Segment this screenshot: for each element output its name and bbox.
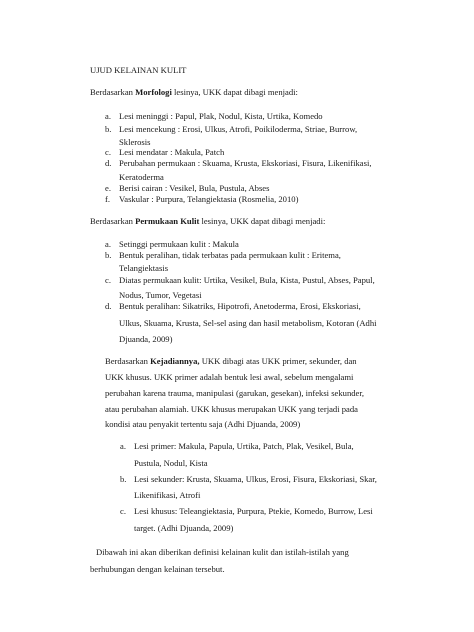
list-item-continuation: Nodus, Tumor, Vegetasi bbox=[119, 290, 202, 300]
list-item: Bentuk peralihan: Sikatriks, Hipotrofi, Anetoderma, Erosi, Ekskoriasi, bbox=[119, 301, 361, 311]
list-marker: b. bbox=[105, 124, 112, 134]
list-marker: c. bbox=[105, 147, 111, 157]
list-item-continuation: Telangiektasis bbox=[119, 263, 169, 273]
list-marker: f. bbox=[105, 194, 111, 204]
list-item-continuation: Pustula, Nodul, Kista bbox=[134, 458, 208, 468]
list-item: Lesi primer: Makula, Papula, Urtika, Patch, Plak, Vesikel, Bula, bbox=[134, 441, 354, 451]
list-marker: a. bbox=[105, 111, 111, 121]
list-item: Lesi meninggi : Papul, Plak, Nodul, Kista, Urtika, Komedo bbox=[119, 111, 323, 121]
list-item-continuation: Djuanda, 2009) bbox=[119, 334, 173, 344]
list-marker: c. bbox=[120, 506, 126, 516]
closing-paragraph-line: Dibawah ini akan diberikan definisi kelainan kulit dan istilah-istilah yang bbox=[96, 547, 349, 557]
section-morfologi-keyword: Morfologi bbox=[135, 87, 172, 97]
paragraph-line: UKK khusus. UKK primer adalah bentuk lesi awal, sebelum mengalami bbox=[105, 372, 354, 382]
list-marker: d. bbox=[105, 158, 112, 168]
list-marker: e. bbox=[105, 183, 111, 193]
list-item: Perubahan permukaan : Skuama, Krusta, Ekskoriasi, Fisura, Likenifikasi, bbox=[119, 158, 372, 168]
list-item-continuation: Likenifikasi, Atrofi bbox=[134, 490, 201, 500]
document-title: UJUD KELAINAN KULIT bbox=[90, 65, 187, 75]
list-item: Berisi cairan : Vesikel, Bula, Pustula, Abses bbox=[119, 183, 270, 193]
paragraph-line: atau perubahan alamiah. UKK khusus merupakan UKK yang terjadi pada bbox=[105, 404, 358, 414]
list-item: Lesi mendatar : Makula, Patch bbox=[119, 147, 225, 157]
list-item-continuation: Ulkus, Skuama, Krusta, Sel-sel asing dan hasil metabolism, Kotoran (Adhi bbox=[119, 318, 377, 328]
paragraph-line: perubahan karena trauma, manipulasi (garukan, gesekan), infeksi sekunder, bbox=[105, 388, 365, 398]
list-marker: b. bbox=[105, 250, 112, 260]
list-item: Lesi khusus: Teleangiektasia, Purpura, Ptekie, Komedo, Burrow, Lesi bbox=[134, 506, 373, 516]
list-marker: c. bbox=[105, 275, 111, 285]
list-marker: b. bbox=[120, 474, 127, 484]
list-item-continuation: Keratoderma bbox=[119, 172, 164, 182]
section-kejadian-keyword: Kejadiannya, bbox=[150, 356, 200, 366]
list-item-continuation: target. (Adhi Djuanda, 2009) bbox=[134, 523, 234, 533]
list-marker: a. bbox=[105, 239, 111, 249]
section-permukaan-keyword: Permukaan Kulit bbox=[135, 216, 200, 226]
section-morfologi-intro: Berdasarkan Morfologi lesinya, UKK dapat dibagi menjadi: bbox=[90, 87, 298, 97]
list-item: Diatas permukaan kulit: Urtika, Vesikel, Bula, Kista, Pustul, Abses, Papul, bbox=[119, 275, 375, 285]
paragraph-line: kondisi atau penyakit tertentu saja (Adhi Djuanda, 2009) bbox=[105, 419, 301, 429]
section-kejadian-intro: Berdasarkan Kejadiannya, UKK dibagi atas UKK primer, sekunder, dan bbox=[105, 356, 357, 366]
list-marker: d. bbox=[105, 301, 112, 311]
list-item: Lesi sekunder: Krusta, Skuama, Ulkus, Erosi, Fisura, Ekskoriasi, Skar, bbox=[134, 474, 377, 484]
list-item-continuation: Sklerosis bbox=[119, 137, 151, 147]
closing-paragraph-line: berhubungan dengan kelainan tersebut. bbox=[90, 564, 225, 574]
list-item: Lesi mencekung : Erosi, Ulkus, Atrofi, Poikiloderma, Striae, Burrow, bbox=[119, 124, 358, 134]
list-item: Setinggi permukaan kulit : Makula bbox=[119, 239, 239, 249]
list-item: Bentuk peralihan, tidak terbatas pada permukaan kulit : Eritema, bbox=[119, 250, 341, 260]
list-marker: a. bbox=[120, 441, 126, 451]
list-item: Vaskular : Purpura, Telangiektasia (Rosmelia, 2010) bbox=[119, 194, 299, 204]
section-permukaan-intro: Berdasarkan Permukaan Kulit lesinya, UKK dapat dibagi menjadi: bbox=[90, 216, 326, 226]
